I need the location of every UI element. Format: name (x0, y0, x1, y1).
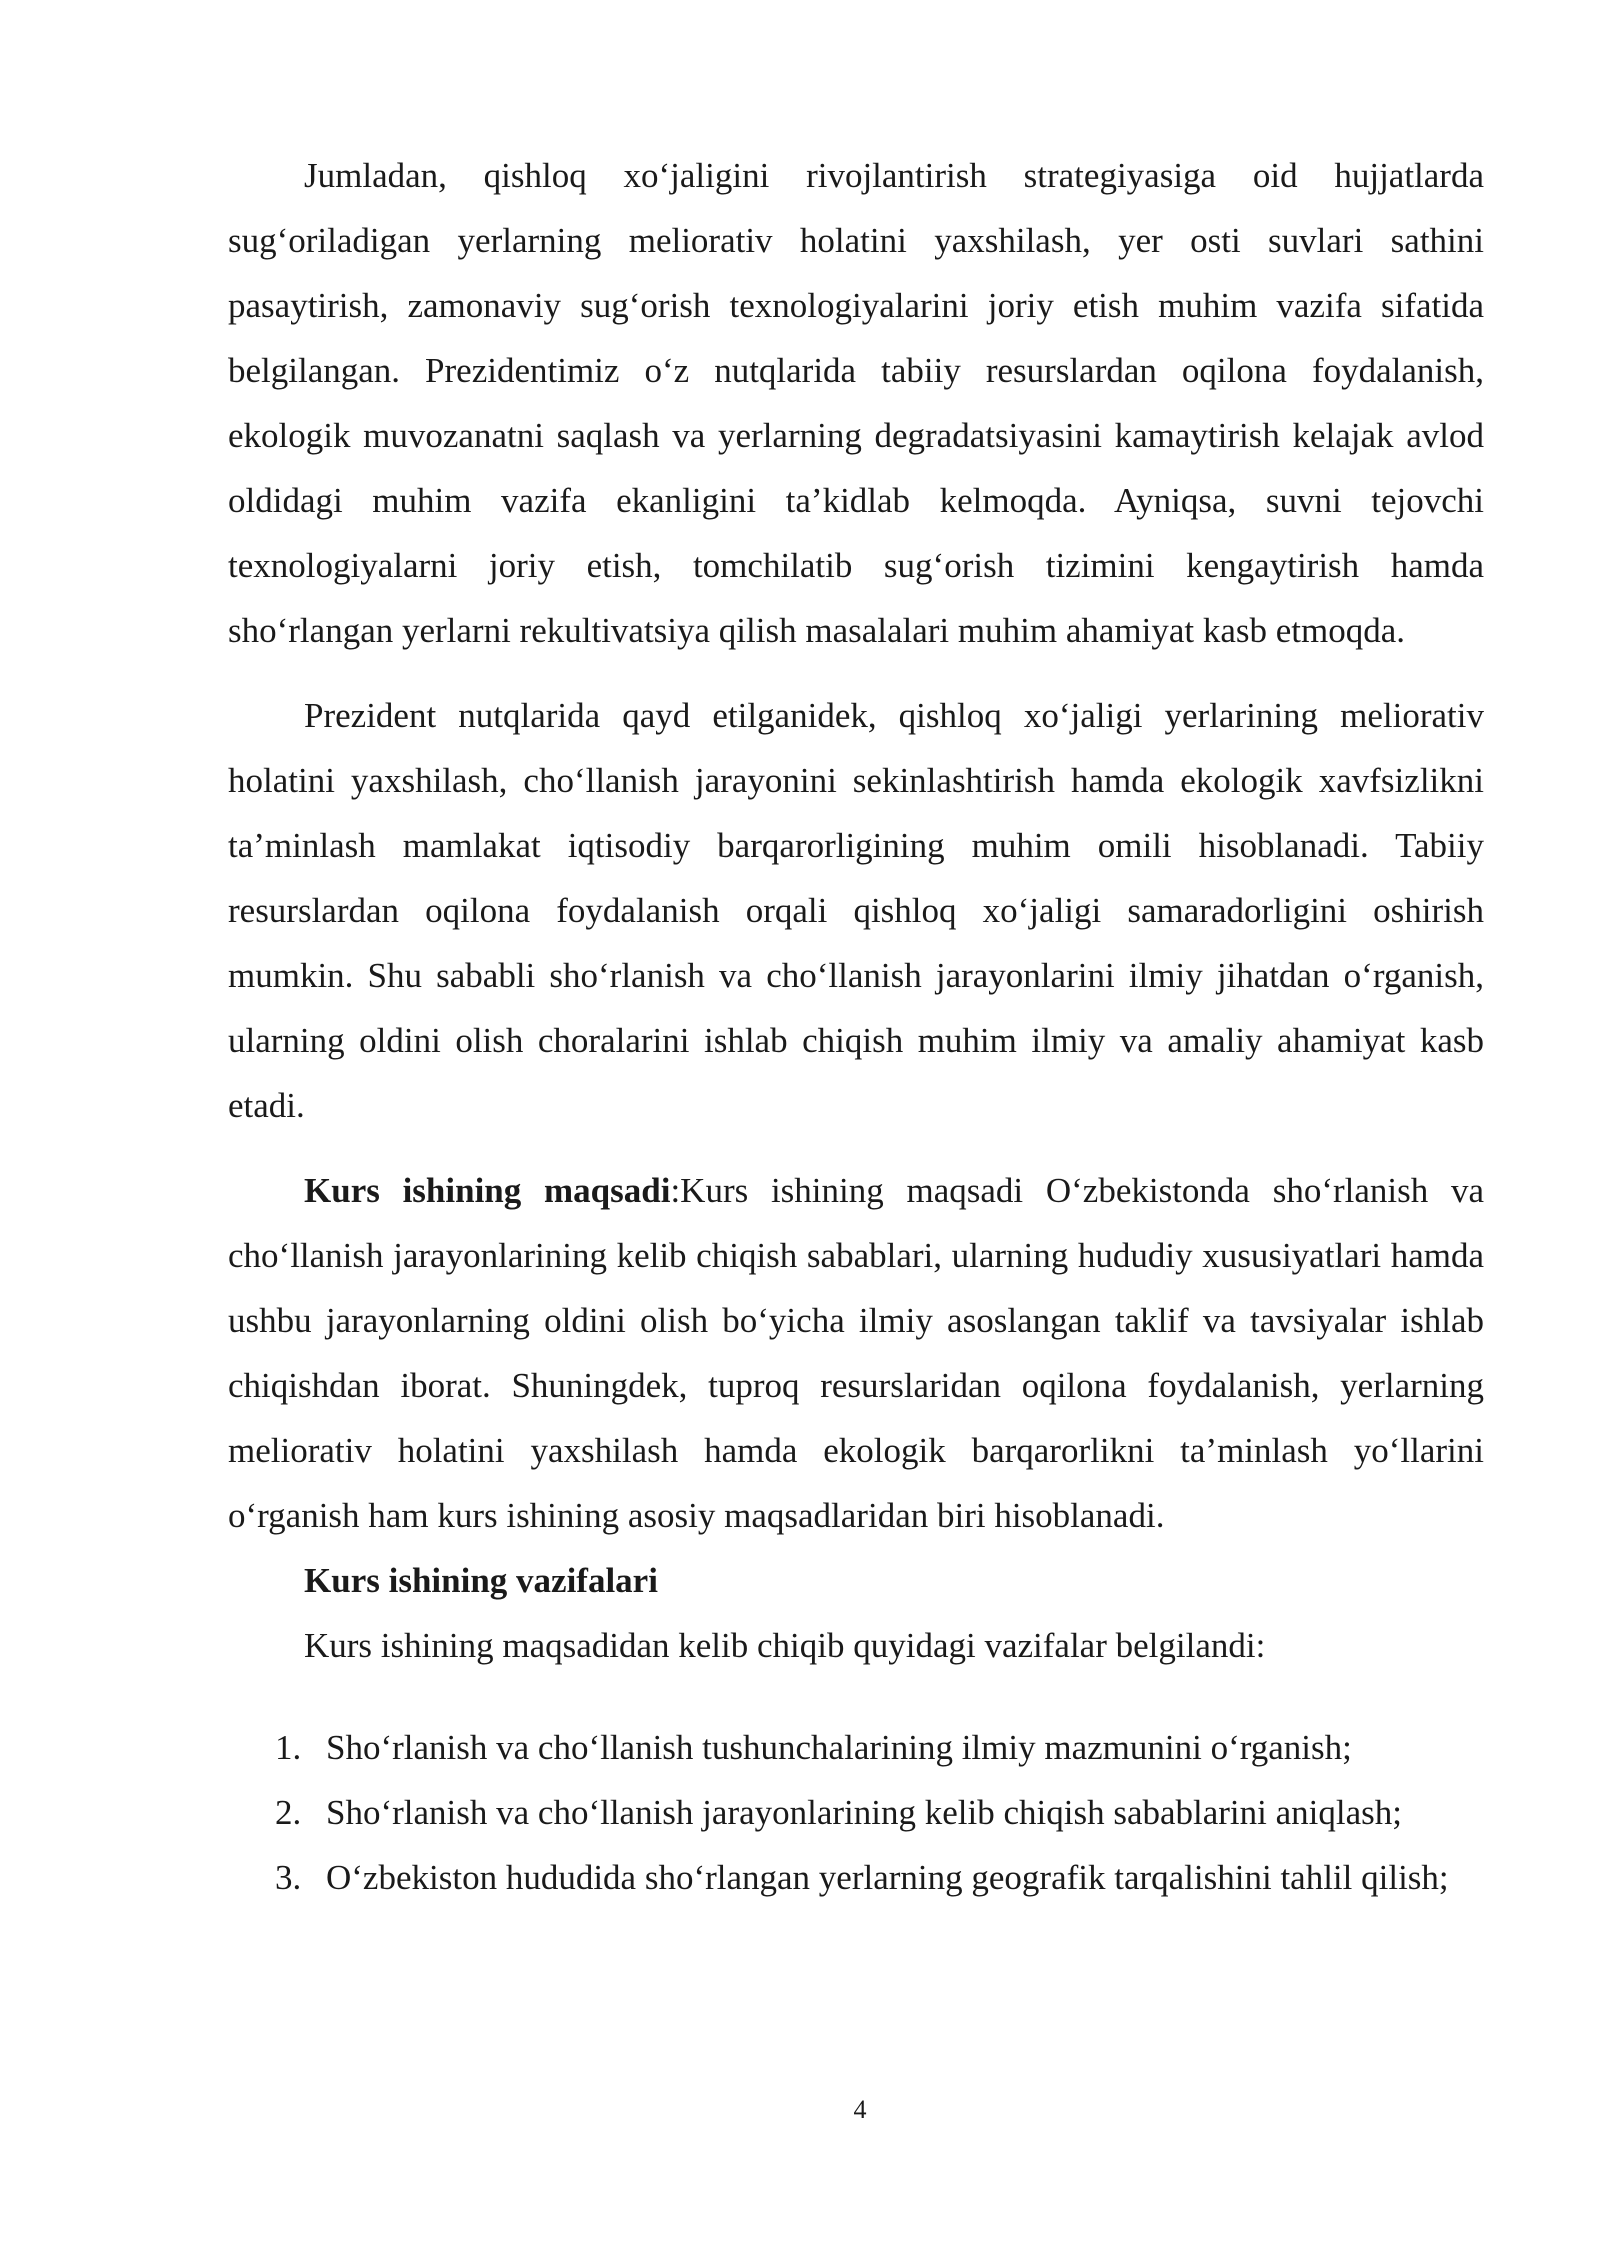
list-item-number: 1. (275, 1728, 302, 1767)
list-item-text: Sho‘rlanish va cho‘llanish jarayonlarining kelib chiqish sabablarini aniqlash; (326, 1793, 1402, 1832)
paragraph-president-speech: Prezident nutqlarida qayd etilganidek, qishloq xo‘jaligi yerlarining meliorativ holatini yaxshilash, cho‘llanish jarayonini sekinlashtirish hamda ekologik xavfsizlikni ta’minlash mamlakat iqtisodiy barqarorligining muhim omili hisoblanadi. Tabiiy resurslardan oqilona foydalanish orqali qishloq xo‘jaligi samaradorligini oshirish mumkin. Shu sababli sho‘rlanish va cho‘llanish jarayonlarini ilmiy jihatdan o‘rganish, ularning oldini olish choralarini ishlab chiqish muhim ilmiy va amaliy ahamiyat kasb etadi. (228, 696, 1484, 1125)
list-item (228, 1780, 1484, 1845)
goal-label: Kurs ishining maqsadi (304, 1171, 671, 1210)
paragraph-strategy: Jumladan, qishloq xo‘jaligini rivojlantirish strategiyasiga oid hujjatlarda sug‘oriladigan yerlarning meliorativ holatini yaxshilash, yer osti suvlari sathini pasaytirish, zamonaviy sug‘orish texnologiyalarini joriy etish muhim vazifa sifatida belgilangan. Prezidentimiz o‘z nutqlarida tabiiy resurslardan oqilona foydalanish, ekologik muvozanatni saqlash va yerlarning degradatsiyasini kamaytirish kelajak avlod oldidagi muhim vazifa ekanligini ta’kidlab kelmoqda. Ayniqsa, suvni tejovchi texnologiyalarni joriy etish, tomchilatib sug‘orish tizimini kengaytirish hamda sho‘rlangan yerlarni rekultivatsiya qilish masalalari muhim ahamiyat kasb etmoqda. (228, 156, 1484, 650)
list-item (228, 1715, 1484, 1780)
goal-text: Kurs ishining maqsadi O‘zbekistonda sho‘rlanish va cho‘llanish jarayonlarining kelib chiqish sabablari, ularning hududiy xususiyatlari hamda ushbu jarayonlarning oldini olish bo‘yicha ilmiy asoslangan taklif va tavsiyalar ishlab chiqishdan iborat. Shuningdek, tuproq resurslaridan oqilona foydalanish, yerlarning meliorativ holatini yaxshilash hamda ekologik barqarorlikni ta’minlash yo‘llarini o‘rganish ham kurs ishining asosiy maqsadlaridan biri hisoblanadi. (228, 1171, 1484, 1535)
list-item-number: 2. (275, 1793, 302, 1832)
list-item-text: Sho‘rlanish va cho‘llanish tushunchalarining ilmiy mazmunini o‘rganish; (326, 1728, 1352, 1767)
tasks-list (228, 1715, 1484, 1910)
tasks-heading: Kurs ishining vazifalari (304, 1561, 658, 1600)
list-item (228, 1845, 1484, 1910)
list-item-number: 3. (275, 1858, 302, 1897)
list-item-text: O‘zbekiston hududida sho‘rlangan yerlarning geografik tarqalishini tahlil qilish; (326, 1858, 1449, 1897)
page-number: 4 (853, 2095, 867, 2124)
page-content (228, 143, 1484, 1910)
tasks-intro: Kurs ishining maqsadidan kelib chiqib quyidagi vazifalar belgilandi: (304, 1626, 1266, 1665)
paragraph-goal (228, 1158, 1484, 1548)
goal-separator: : (670, 1171, 681, 1210)
